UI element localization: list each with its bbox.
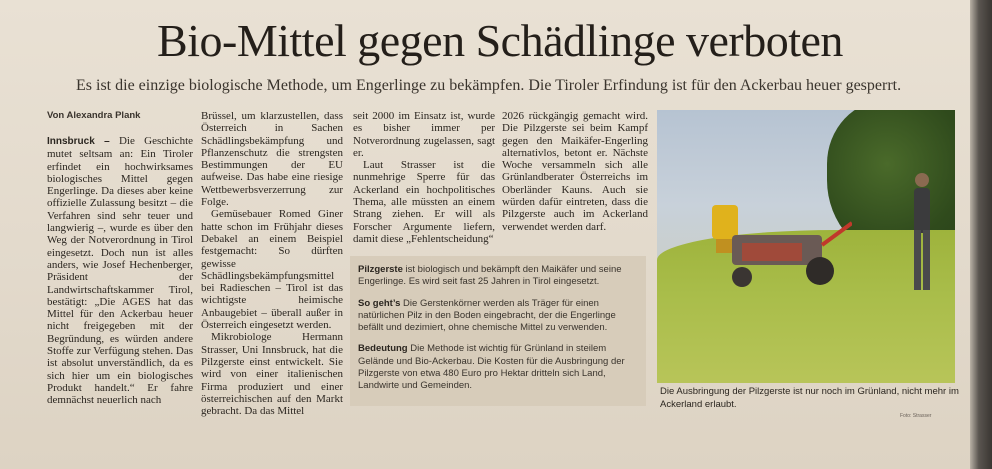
column-3	[353, 110, 495, 245]
photo-caption: Die Ausbringung der Pilzgerste ist nur noch im Grünland, nicht mehr im Ackerland erlaubt.	[660, 386, 959, 410]
column-2	[201, 110, 343, 417]
farmer-figure	[902, 170, 942, 300]
info-item: Bedeutung Die Methode ist wichtig für Grünland in steilem Gelände und Bio-Ackerbau. Die Kosten für die Ausbringung der Pilzgerste von etwa 480 Euro pro Hektar dritteln sich Land, Landwirte und Gemeinden.	[358, 343, 625, 392]
column-1-text: Die Geschichte mutet seltsam an: Ein Tiroler erfindet ein hochwirksames biologisches Mittel gegen Engerlinge. Da dieses aber keine offizielle Zulassung besitzt – die Verfahren sind sehr teuer und langwierig –, wurde es über den Weg der Notverordnung in Tirol eingesetzt. Doch nun ist alles anders, wie Josef Hechenberger, Präsident der Landwirtschaftskammer Tirol, bestätigt: „Die AGES hat das Mittel für den Ackerbau heuer nicht freigegeben mit der Begründung, es würden andere Stoffe zur Verfügung stehen. Das ist absolut unverständlich, da es sich hier um ein biologisches Produkt handelt.“ Er fahre demnächst neuerlich nach	[47, 135, 194, 407]
info-box	[350, 256, 646, 406]
column-1	[47, 135, 193, 407]
byline: Von Alexandra Plank	[47, 110, 141, 121]
column-4	[502, 110, 648, 233]
paragraph: 2026 rückgängig gemacht wird. Die Pilzgerste sei beim Kampf gegen den Maikäfer-Engerling alternativlos, betont er. Nächste Woche versammeln sich alle Grünlandberater Österreichs im Oberländer Kauns. Auch sie würden dafür eintreten, dass die Pilzgerste auch im Ackerland verwendet werden darf.	[502, 110, 648, 233]
dateline: Innsbruck –	[47, 136, 110, 147]
info-item: So geht’s Die Gerstenkörner werden als Träger für einen natürlichen Pilz in den Boden eingebracht, der die Engerlinge befällt und dezimiert, ohne chemische Mittel zu verwenden.	[358, 297, 616, 334]
subheadline: Es ist die einzige biologische Methode, um Engerlinge zu bekämpfen. Die Tiroler Erfindung ist für den Ackerbau heuer gesperrt.	[76, 77, 902, 94]
paragraph: Laut Strasser ist die nunmehrige Sperre für das Ackerland ein hochpolitisches Thema, alle müssten an einem Strang ziehen. Er will als Forscher Argumente liefern, damit diese „Fehlentscheidung“	[353, 159, 495, 245]
info-item: Pilzgerste ist biologisch und bekämpft den Maikäfer und seine Engerlinge. Es wird seit fast 25 Jahren in Tirol eingesetzt.	[358, 264, 622, 288]
article-photo	[657, 110, 955, 383]
page-edge-shadow	[970, 0, 992, 469]
paragraph: Mikrobiologe Hermann Strasser, Uni Innsbruck, hat die Pilzgerste einst entwickelt. Sie wird von einer italienischen Firma produziert und einer österreichischen auf den Markt gebracht. Da das Mittel	[201, 331, 343, 418]
spreader-machine-illustration	[702, 205, 852, 295]
paragraph: Brüssel, um klarzustellen, dass Österreich in Sachen Schädlingsbekämpfung und Pflanzenschutz die strengsten Bestimmungen der EU aufweise. Das habe eine riesige Wettbewerbsverzerrung zur Folge.	[201, 110, 343, 209]
photo-credit: Foto: Strasser	[900, 413, 932, 419]
paragraph: Gemüsebauer Romed Giner hatte schon im Frühjahr dieses Debakel an einem Beispiel festgemacht: So dürften gewisse Schädlingsbekämpfungsmittel bei Radieschen – Tirol ist das wichtigste heimische Anbaugebiet – überall außer in Österreich eingesetzt werden.	[201, 208, 343, 332]
headline: Bio-Mittel gegen Schädlinge verboten	[157, 15, 843, 66]
paragraph: seit 2000 im Einsatz ist, wurde es bisher immer per Notverordnung zugelassen, sagt er.	[353, 110, 495, 159]
